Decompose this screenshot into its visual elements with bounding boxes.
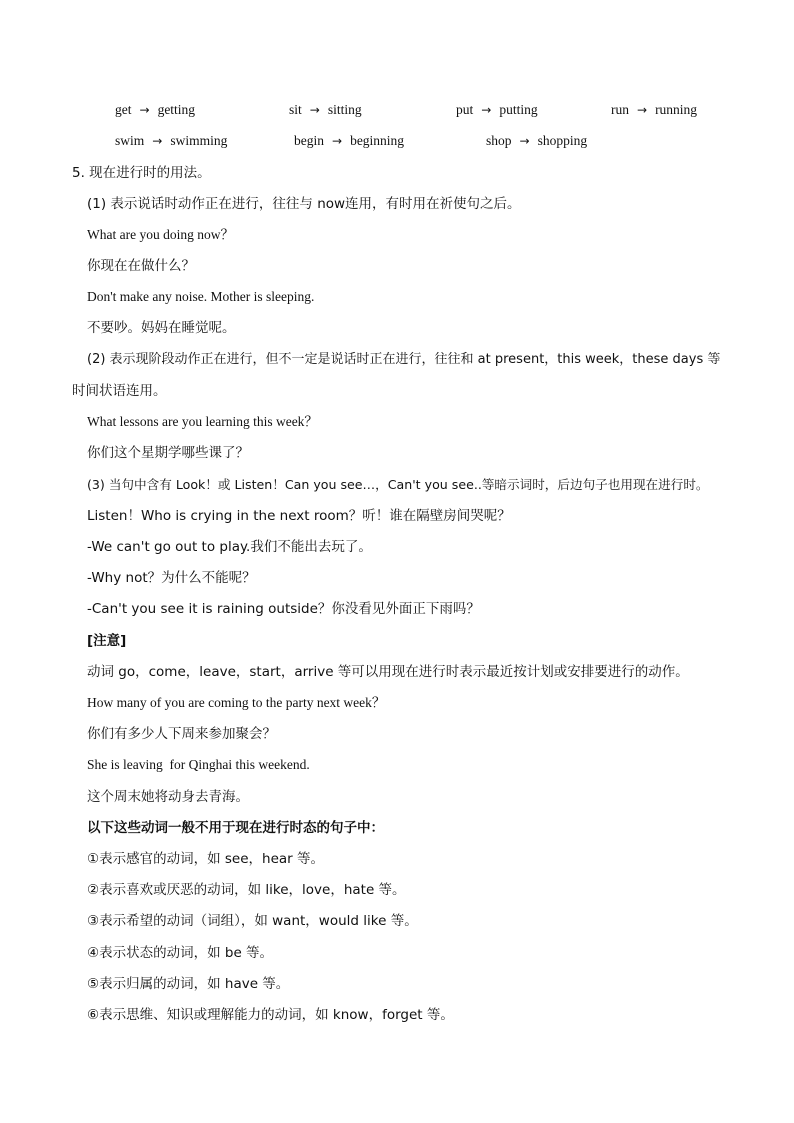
nonprogressive-item-1: ①表示感官的动词，如 see，hear 等。	[87, 851, 325, 867]
right-arrow-icon: →	[481, 103, 492, 117]
note-example2-zh: 这个周末她将动身去青海。	[87, 789, 249, 805]
spelling-pair-begin	[294, 132, 404, 150]
spelling-pair-swim	[115, 132, 227, 150]
usage3-example2: -We can't go out to play.我们不能出去玩了。	[87, 539, 372, 555]
nonprogressive-item-3: ③表示希望的动词（词组），如 want，would like 等。	[87, 913, 418, 929]
usage1-example1-en: What are you doing now？	[87, 227, 234, 242]
nonprogressive-item-4: ④表示状态的动词，如 be 等。	[87, 945, 274, 961]
base-verb: shop	[486, 133, 512, 148]
spelling-pair-get	[115, 101, 195, 119]
usage2-rule-line2: 时间状语连用。	[72, 383, 167, 399]
base-verb: swim	[115, 133, 145, 148]
usage3-example3: -Why not？为什么不能呢？	[87, 570, 256, 586]
usage1-rule: (1) 表示说话时动作正在进行，往往与 now连用，有时用在祈使句之后。	[87, 196, 521, 212]
usage3-rule: (3) 当句中含有 Look！或 Listen！Can you see…，Can't you see..等暗示词时，后边句子也用现在进行时。	[87, 477, 709, 492]
usage1-example2-zh: 不要吵。妈妈在睡觉呢。	[87, 320, 236, 336]
usage3-example4: -Can't you see it is raining outside？你没看见外面正下雨吗？	[87, 601, 480, 617]
spelling-pair-put	[456, 101, 538, 119]
right-arrow-icon: →	[637, 103, 648, 117]
note-label: [注意]	[87, 633, 127, 649]
ing-form: shopping	[537, 133, 588, 148]
base-verb: begin	[294, 133, 324, 148]
note-example1-en: How many of you are coming to the party next week？	[87, 695, 386, 710]
usage2-example1-en: What lessons are you learning this week？	[87, 414, 318, 429]
usage2-example1-zh: 你们这个星期学哪些课了？	[87, 445, 249, 461]
ing-form: beginning	[350, 133, 405, 148]
right-arrow-icon: →	[139, 103, 150, 117]
ing-form: swimming	[170, 133, 228, 148]
section-heading: 5. 现在进行时的用法。	[72, 165, 211, 181]
note-example1-zh: 你们有多少人下周来参加聚会？	[87, 726, 276, 742]
base-verb: get	[115, 102, 132, 117]
ing-form: running	[655, 102, 698, 117]
nonprogressive-item-5: ⑤表示归属的动词，如 have 等。	[87, 976, 290, 992]
usage1-example1-zh: 你现在在做什么？	[87, 258, 195, 274]
ing-form: putting	[499, 102, 538, 117]
note-example2-en: She is leaving for Qinghai this weekend.	[87, 757, 310, 772]
ing-form: sitting	[327, 102, 362, 117]
note-rule: 动词 go，come，leave，start，arrive 等可以用现在进行时表示最近按计划或安排要进行的动作。	[87, 664, 689, 680]
base-verb: put	[456, 102, 474, 117]
base-verb: run	[611, 102, 629, 117]
right-arrow-icon: →	[332, 134, 343, 148]
right-arrow-icon: →	[519, 134, 530, 148]
ing-form: getting	[157, 102, 196, 117]
spelling-pair-sit	[289, 101, 362, 119]
right-arrow-icon: →	[152, 134, 163, 148]
base-verb: sit	[289, 102, 302, 117]
nonprogressive-heading: 以下这些动词一般不用于现在进行时态的句子中：	[87, 820, 384, 836]
usage1-example2-en: Don't make any noise. Mother is sleeping.	[87, 289, 315, 304]
usage2-rule-line1: (2) 表示现阶段动作正在进行，但不一定是说话时正在进行，往往和 at present，this week，these days 等	[87, 352, 721, 367]
nonprogressive-item-2: ②表示喜欢或厌恶的动词，如 like，love，hate 等。	[87, 882, 406, 898]
right-arrow-icon: →	[309, 103, 320, 117]
nonprogressive-item-6: ⑥表示思维、知识或理解能力的动词，如 know，forget 等。	[87, 1007, 454, 1023]
spelling-pair-run	[611, 101, 697, 119]
spelling-pair-shop	[486, 132, 587, 150]
usage3-example1: Listen！Who is crying in the next room？听！谁在隔壁房间哭呢？	[87, 508, 511, 524]
